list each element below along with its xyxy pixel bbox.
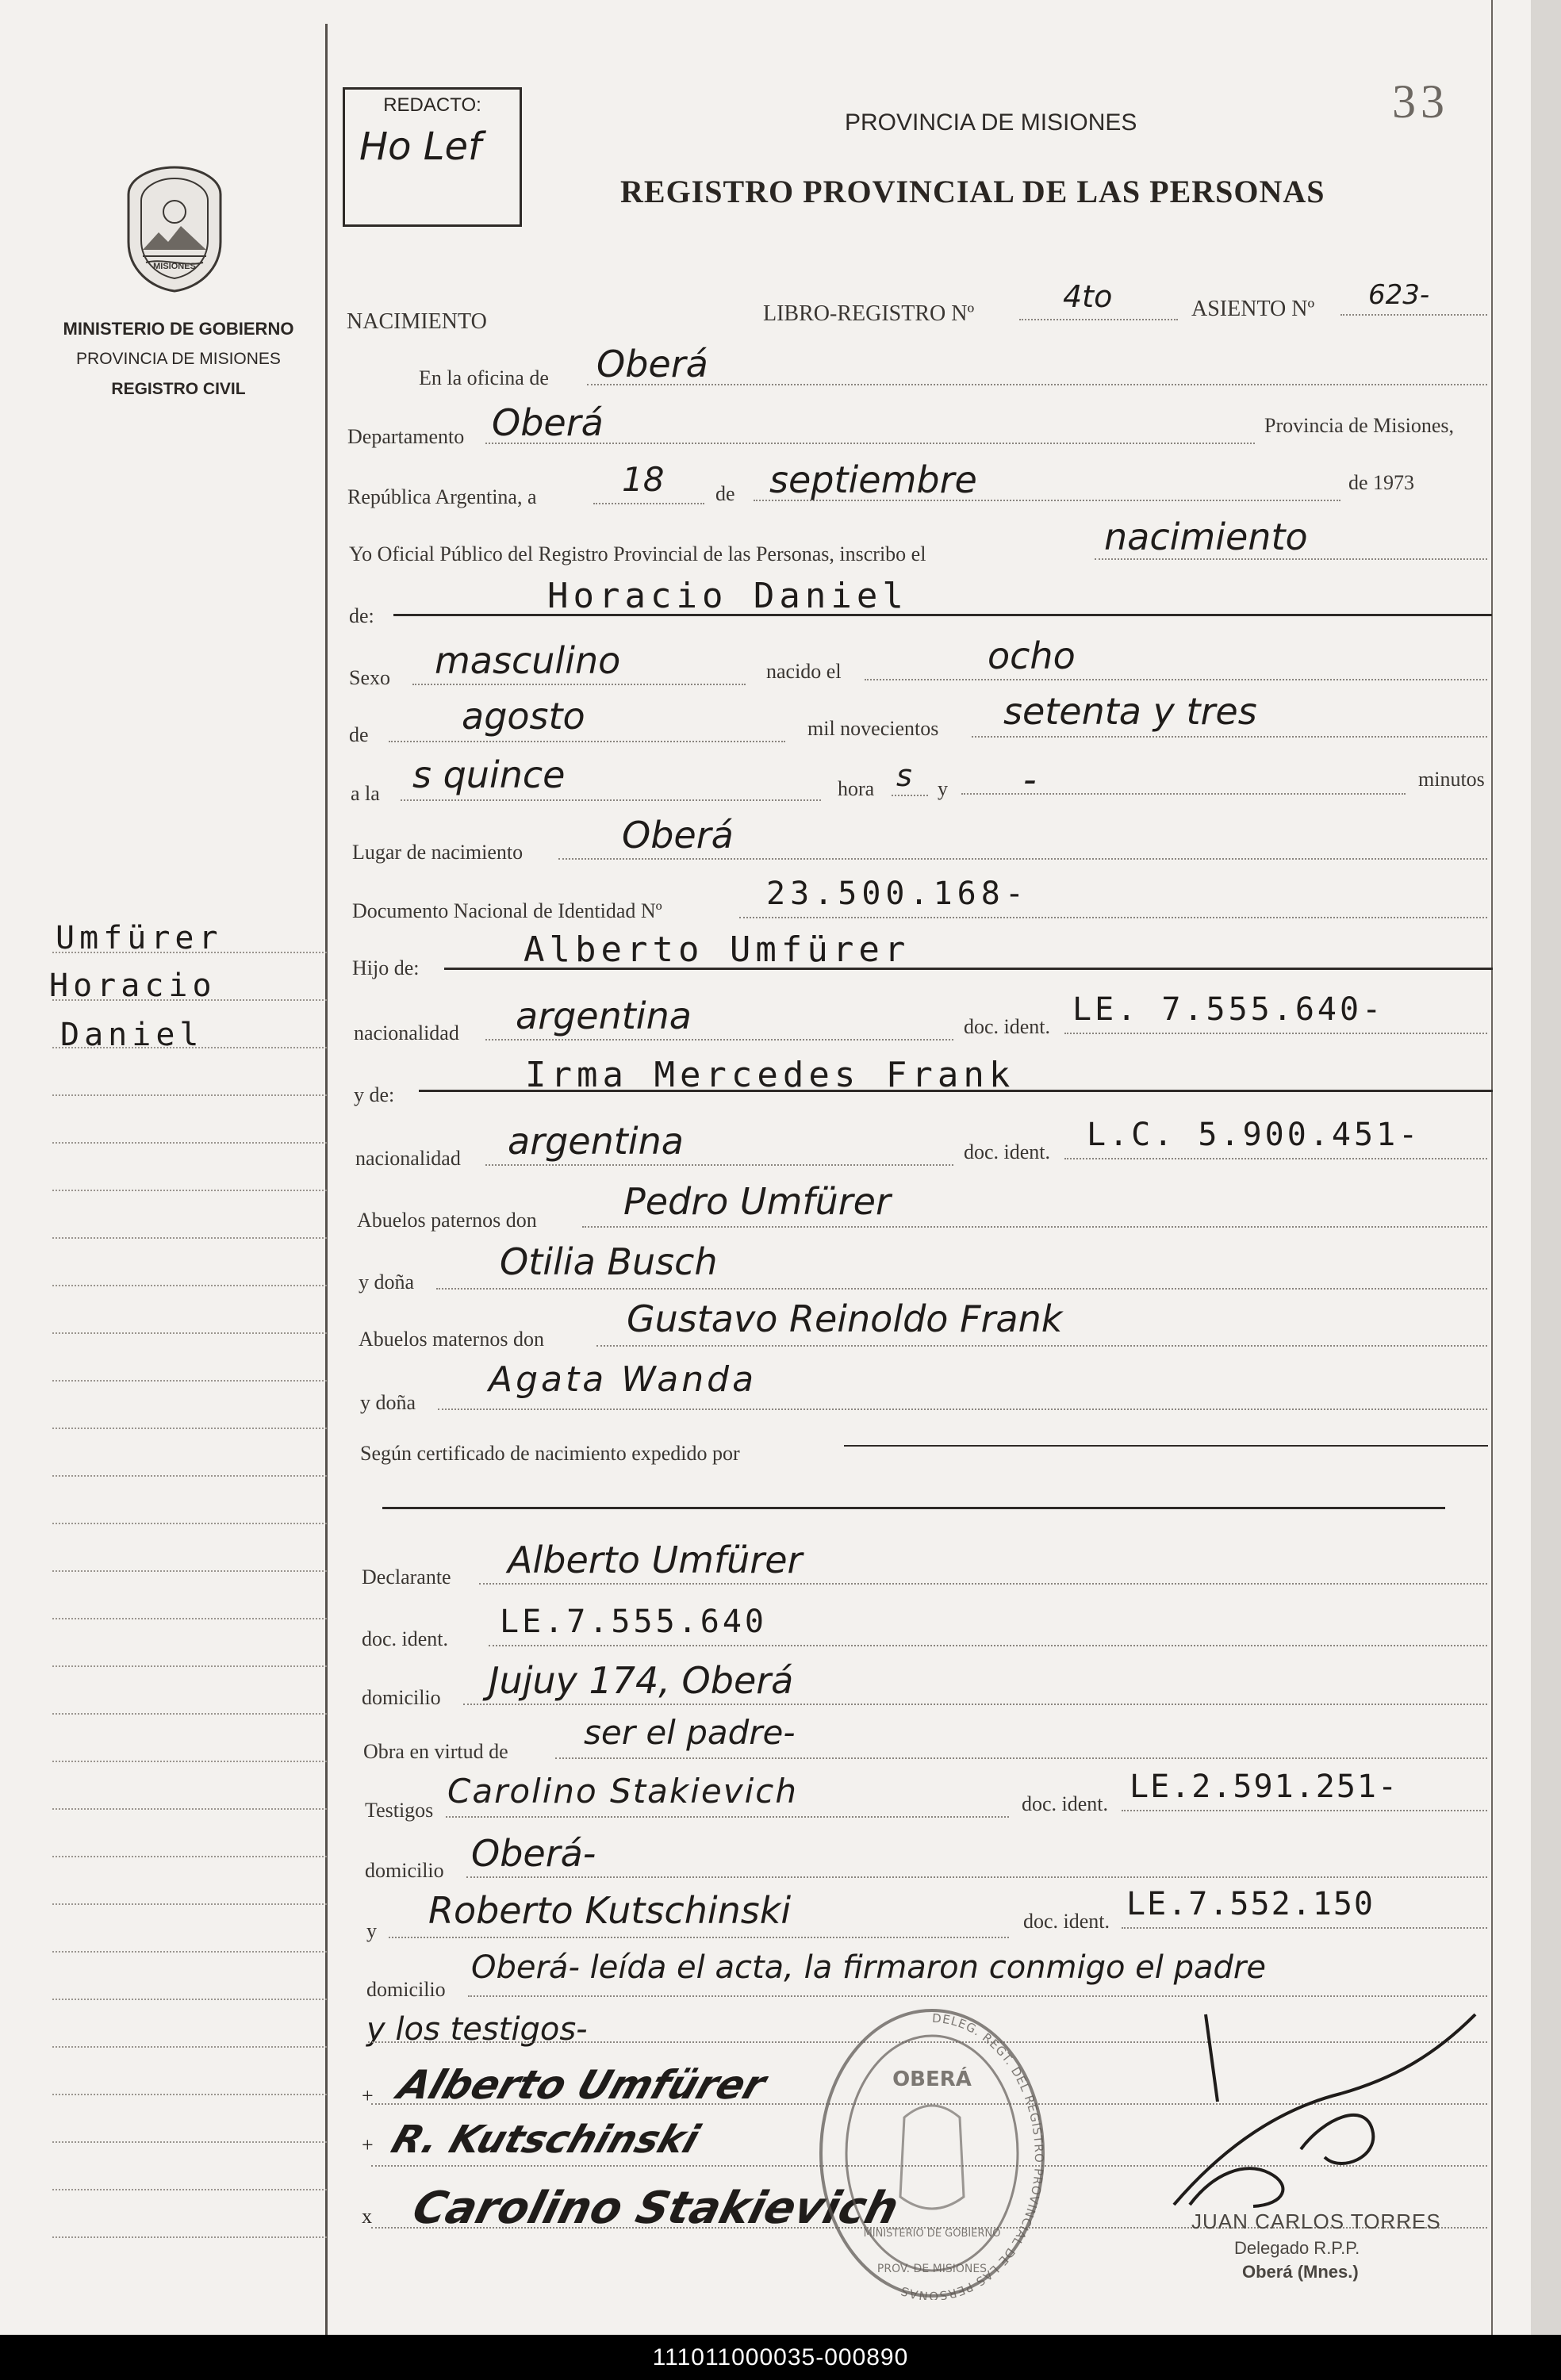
margin-ruled-line bbox=[52, 1332, 327, 1334]
official-signature-scribble bbox=[1158, 1991, 1491, 2229]
stamp-bottom-text: PROV. DE MISIONES bbox=[876, 2263, 988, 2275]
witness1-doc-value: LE.2.591.251- bbox=[1130, 1769, 1399, 1805]
right-rule bbox=[1491, 0, 1493, 2335]
declarant-label: Declarante bbox=[362, 1566, 451, 1589]
asiento-label: ASIENTO Nº bbox=[1191, 297, 1315, 321]
maternal-grandmother-value: Agata Wanda bbox=[489, 1359, 757, 1400]
margin-ruled-line bbox=[52, 1094, 327, 1096]
margin-ruled-line bbox=[52, 1285, 327, 1286]
paternal-grandmother-value: Otilia Busch bbox=[500, 1240, 718, 1283]
margin-ruled-line bbox=[52, 1475, 327, 1477]
child-name: Horacio Daniel bbox=[547, 576, 908, 616]
nationality2-value: argentina bbox=[508, 1120, 684, 1163]
margin-ruled-line bbox=[52, 1856, 327, 1857]
born-month-prefix: de bbox=[349, 723, 369, 746]
day-line bbox=[593, 503, 704, 504]
margin-ruled-line bbox=[52, 1999, 327, 2000]
redacto-label: REDACTO: bbox=[383, 94, 481, 116]
margin-ruled-line bbox=[52, 1951, 327, 1953]
dept-label: Departamento bbox=[347, 425, 465, 448]
margin-ruled-line bbox=[52, 1380, 327, 1382]
witness2-line bbox=[389, 1937, 1009, 1938]
born-day-line bbox=[865, 679, 1487, 680]
certificate-line-2 bbox=[382, 1507, 1445, 1509]
margin-note-first: Horacio bbox=[49, 968, 217, 1004]
father-name: Alberto Umfürer bbox=[524, 929, 911, 970]
witness2-doc-line bbox=[1122, 1927, 1487, 1929]
nationality2-line bbox=[485, 1164, 953, 1166]
doc2-line bbox=[1064, 1158, 1487, 1159]
nationality1-label: nacionalidad bbox=[354, 1021, 459, 1044]
registry-label: REGISTRO CIVIL bbox=[111, 380, 246, 398]
province-suffix: Provincia de Misiones, bbox=[1264, 414, 1455, 437]
margin-ruled-line bbox=[52, 1713, 327, 1715]
declarant-doc-line bbox=[489, 1645, 1487, 1646]
republic-label: República Argentina, a bbox=[347, 485, 537, 508]
official-text: Yo Oficial Público del Registro Provincial de las Personas, inscribo el bbox=[349, 542, 926, 565]
doc1-line bbox=[1064, 1033, 1487, 1034]
stamp-outer-text: DELEG. REGT. DEL REGISTRO PROVINCIAL DE LAS PERSONAS bbox=[898, 2010, 1046, 2300]
margin-ruled-line bbox=[52, 1665, 327, 1667]
declarant-doc-label: doc. ident. bbox=[362, 1627, 449, 1650]
margin-ruled-line bbox=[52, 1570, 327, 1572]
closing-value: y los testigos- bbox=[366, 2011, 588, 2048]
year-label: de 1973 bbox=[1348, 471, 1415, 494]
cross-mark-3: x bbox=[362, 2205, 372, 2228]
margin-ruled-line bbox=[52, 999, 327, 1001]
certificate-label: Según certificado de nacimiento expedido por bbox=[360, 1442, 740, 1465]
provincial-emblem bbox=[119, 163, 230, 293]
paternal-grandfather-line bbox=[582, 1226, 1487, 1228]
witness1-dom-value: Oberá- bbox=[471, 1832, 596, 1875]
witness1-doc-label: doc. ident. bbox=[1022, 1792, 1109, 1815]
maternal-grandfather-label: Abuelos maternos don bbox=[359, 1328, 544, 1351]
margin-ruled-line bbox=[52, 1237, 327, 1239]
office-label: En la oficina de bbox=[419, 366, 549, 389]
libro-value: 4to bbox=[1063, 279, 1113, 314]
cross-mark-2: + bbox=[362, 2133, 374, 2156]
birthplace-label: Lugar de nacimiento bbox=[352, 841, 524, 864]
witness2-name: Roberto Kutschinski bbox=[428, 1889, 792, 1932]
office-line bbox=[587, 384, 1487, 385]
emblem-caption bbox=[119, 262, 230, 271]
declarant-dom-label: domicilio bbox=[362, 1686, 441, 1709]
declarant-signature: Alberto Umfürer bbox=[392, 2062, 772, 2108]
ministry-label: MINISTERIO DE GOBIERNO bbox=[63, 319, 294, 339]
certificate-line bbox=[844, 1445, 1488, 1447]
day-value: 18 bbox=[622, 460, 665, 499]
obra-value: ser el padre- bbox=[584, 1713, 796, 1752]
margin-ruled-line bbox=[52, 2236, 327, 2238]
declarant-dom-line bbox=[463, 1704, 1487, 1705]
testigos-label: Testigos bbox=[365, 1799, 434, 1822]
margin-ruled-line bbox=[52, 1047, 327, 1048]
doc2-label: doc. ident. bbox=[964, 1140, 1051, 1163]
margin-ruled-line bbox=[52, 1618, 327, 1619]
month-prefix: de bbox=[715, 482, 735, 505]
sex-line bbox=[412, 684, 746, 685]
official-name: JUAN CARLOS TORRES bbox=[1191, 2209, 1441, 2233]
declarant-dom-value: Jujuy 174, Oberá bbox=[489, 1659, 794, 1702]
hora-label: hora bbox=[838, 777, 875, 800]
mother-name: Irma Mercedes Frank bbox=[525, 1055, 1015, 1095]
nationality1-line bbox=[485, 1039, 953, 1041]
witness2-signature: R. Kutschinski bbox=[385, 2117, 705, 2162]
maternal-grandmother-label: y doña bbox=[360, 1391, 416, 1414]
declarant-value: Alberto Umfürer bbox=[508, 1539, 803, 1581]
official-stamp bbox=[809, 1999, 1055, 2300]
maternal-grandfather-value: Gustavo Reinoldo Frank bbox=[627, 1297, 1063, 1340]
stamp-center-text: OBERÁ bbox=[892, 2068, 972, 2091]
margin-ruled-line bbox=[52, 1903, 327, 1905]
margin-ruled-line bbox=[52, 1190, 327, 1191]
child-of-label: de: bbox=[349, 604, 374, 627]
libro-line bbox=[1019, 319, 1178, 320]
declarant-doc-value: LE.7.555.640 bbox=[500, 1604, 767, 1640]
paternal-grandfather-label: Abuelos paternos don bbox=[357, 1209, 537, 1232]
born-month-line bbox=[389, 741, 785, 742]
maternal-grandmother-line bbox=[438, 1408, 1487, 1410]
born-day: ocho bbox=[988, 634, 1076, 677]
margin-ruled-line bbox=[52, 1761, 327, 1762]
dni-value: 23.500.168- bbox=[766, 876, 1029, 912]
libro-label: LIBRO-REGISTRO Nº bbox=[763, 301, 975, 326]
hour-prefix: a la bbox=[351, 782, 380, 805]
margin-ruled-line bbox=[52, 2141, 327, 2143]
witness1-dom-line bbox=[466, 1876, 1487, 1878]
thousand-label: mil novecientos bbox=[807, 717, 939, 740]
witness1-signature: Carolino Stakievich bbox=[407, 2183, 904, 2234]
stamp-inner-text: MINISTERIO DE GOBIERNO bbox=[863, 2228, 1001, 2240]
and-label: y bbox=[938, 777, 948, 800]
born-month: agosto bbox=[462, 695, 585, 738]
sex-value: masculino bbox=[435, 639, 621, 682]
record-type: NACIMIENTO bbox=[347, 309, 487, 334]
born-year-line bbox=[972, 736, 1487, 738]
margin-note-second: Daniel bbox=[60, 1017, 204, 1053]
witness2-dom-value: Oberá- leída el acta, la firmaron conmigo el padre bbox=[471, 1949, 1266, 1986]
redacto-value: Ho Lef bbox=[359, 125, 481, 169]
emblem-caption-text: MISIONES bbox=[153, 262, 196, 271]
witness2-doc-value: LE.7.552.150 bbox=[1126, 1886, 1375, 1922]
official-place: Oberá (Mnes.) bbox=[1242, 2262, 1359, 2282]
asiento-value: 623- bbox=[1368, 279, 1430, 311]
office-value: Oberá bbox=[596, 343, 708, 385]
redacto-box bbox=[343, 87, 522, 227]
mother-of-label: y de: bbox=[354, 1083, 395, 1106]
dept-value: Oberá bbox=[492, 401, 604, 444]
witness1-dom-label: domicilio bbox=[365, 1859, 444, 1882]
doc1-label: doc. ident. bbox=[964, 1015, 1051, 1038]
y-label-2: y bbox=[366, 1919, 377, 1942]
asiento-line bbox=[1340, 314, 1487, 316]
minutes-label: minutos bbox=[1418, 768, 1485, 791]
cross-mark-1: + bbox=[362, 2084, 374, 2107]
paternal-grandfather-value: Pedro Umfürer bbox=[623, 1180, 891, 1223]
paternal-grandmother-label: y doña bbox=[359, 1270, 415, 1293]
margin-note-surname: Umfürer bbox=[56, 920, 223, 956]
nationality1-value: argentina bbox=[516, 995, 692, 1037]
declarant-line bbox=[479, 1583, 1487, 1585]
official-line bbox=[1095, 558, 1487, 560]
month-value: septiembre bbox=[769, 458, 977, 501]
margin-ruled-line bbox=[52, 2094, 327, 2095]
margin-ruled-line bbox=[52, 1808, 327, 1810]
witness2-dom-label: domicilio bbox=[366, 1978, 446, 2001]
header-province: PROVINCIA DE MISIONES bbox=[845, 109, 1137, 136]
hijo-label: Hijo de: bbox=[352, 956, 420, 979]
margin-ruled-line bbox=[52, 2046, 327, 2048]
witness1-line bbox=[446, 1816, 1009, 1818]
dni-label: Documento Nacional de Identidad Nº bbox=[352, 899, 662, 922]
ministry-block bbox=[24, 314, 333, 404]
born-label: nacido el bbox=[766, 660, 842, 683]
witness2-doc-label: doc. ident. bbox=[1023, 1910, 1110, 1933]
hour-words-line bbox=[401, 799, 821, 801]
witness1-name: Carolino Stakievich bbox=[447, 1772, 798, 1811]
nationality2-label: nacionalidad bbox=[355, 1147, 461, 1170]
margin-ruled-line bbox=[52, 1142, 327, 1144]
province-label: PROVINCIA DE MISIONES bbox=[76, 350, 281, 368]
official-role: Delegado R.P.P. bbox=[1234, 2238, 1360, 2258]
page-number: 33 bbox=[1392, 75, 1449, 128]
minutes-value: - bbox=[1023, 758, 1037, 801]
obra-label: Obra en virtud de bbox=[363, 1740, 508, 1763]
margin-ruled-line bbox=[52, 2189, 327, 2190]
margin-ruled-line bbox=[52, 952, 327, 953]
hour-words: s quince bbox=[412, 753, 566, 796]
paternal-grandmother-line bbox=[436, 1288, 1487, 1290]
born-year: setenta y tres bbox=[1003, 690, 1257, 733]
dni-line bbox=[739, 917, 1487, 918]
doc1-value: LE. 7.555.640- bbox=[1072, 991, 1385, 1028]
witness1-doc-line bbox=[1122, 1810, 1487, 1811]
sex-label: Sexo bbox=[349, 666, 390, 689]
margin-ruled-line bbox=[52, 1523, 327, 1524]
official-value: nacimiento bbox=[1104, 515, 1308, 558]
doc2-value: L.C. 5.900.451- bbox=[1087, 1117, 1421, 1153]
footer-code: 111011000035-000890 bbox=[0, 2335, 1561, 2380]
obra-line bbox=[555, 1757, 1487, 1759]
page-title: REGISTRO PROVINCIAL DE LAS PERSONAS bbox=[620, 174, 1325, 209]
hora-value: s bbox=[896, 758, 912, 793]
page-edge bbox=[1531, 0, 1561, 2335]
maternal-grandfather-line bbox=[596, 1345, 1487, 1347]
margin-ruled-line bbox=[52, 1428, 327, 1429]
birthplace-line bbox=[558, 858, 1487, 860]
birthplace-value: Oberá bbox=[622, 814, 734, 857]
hora-line bbox=[892, 795, 928, 796]
